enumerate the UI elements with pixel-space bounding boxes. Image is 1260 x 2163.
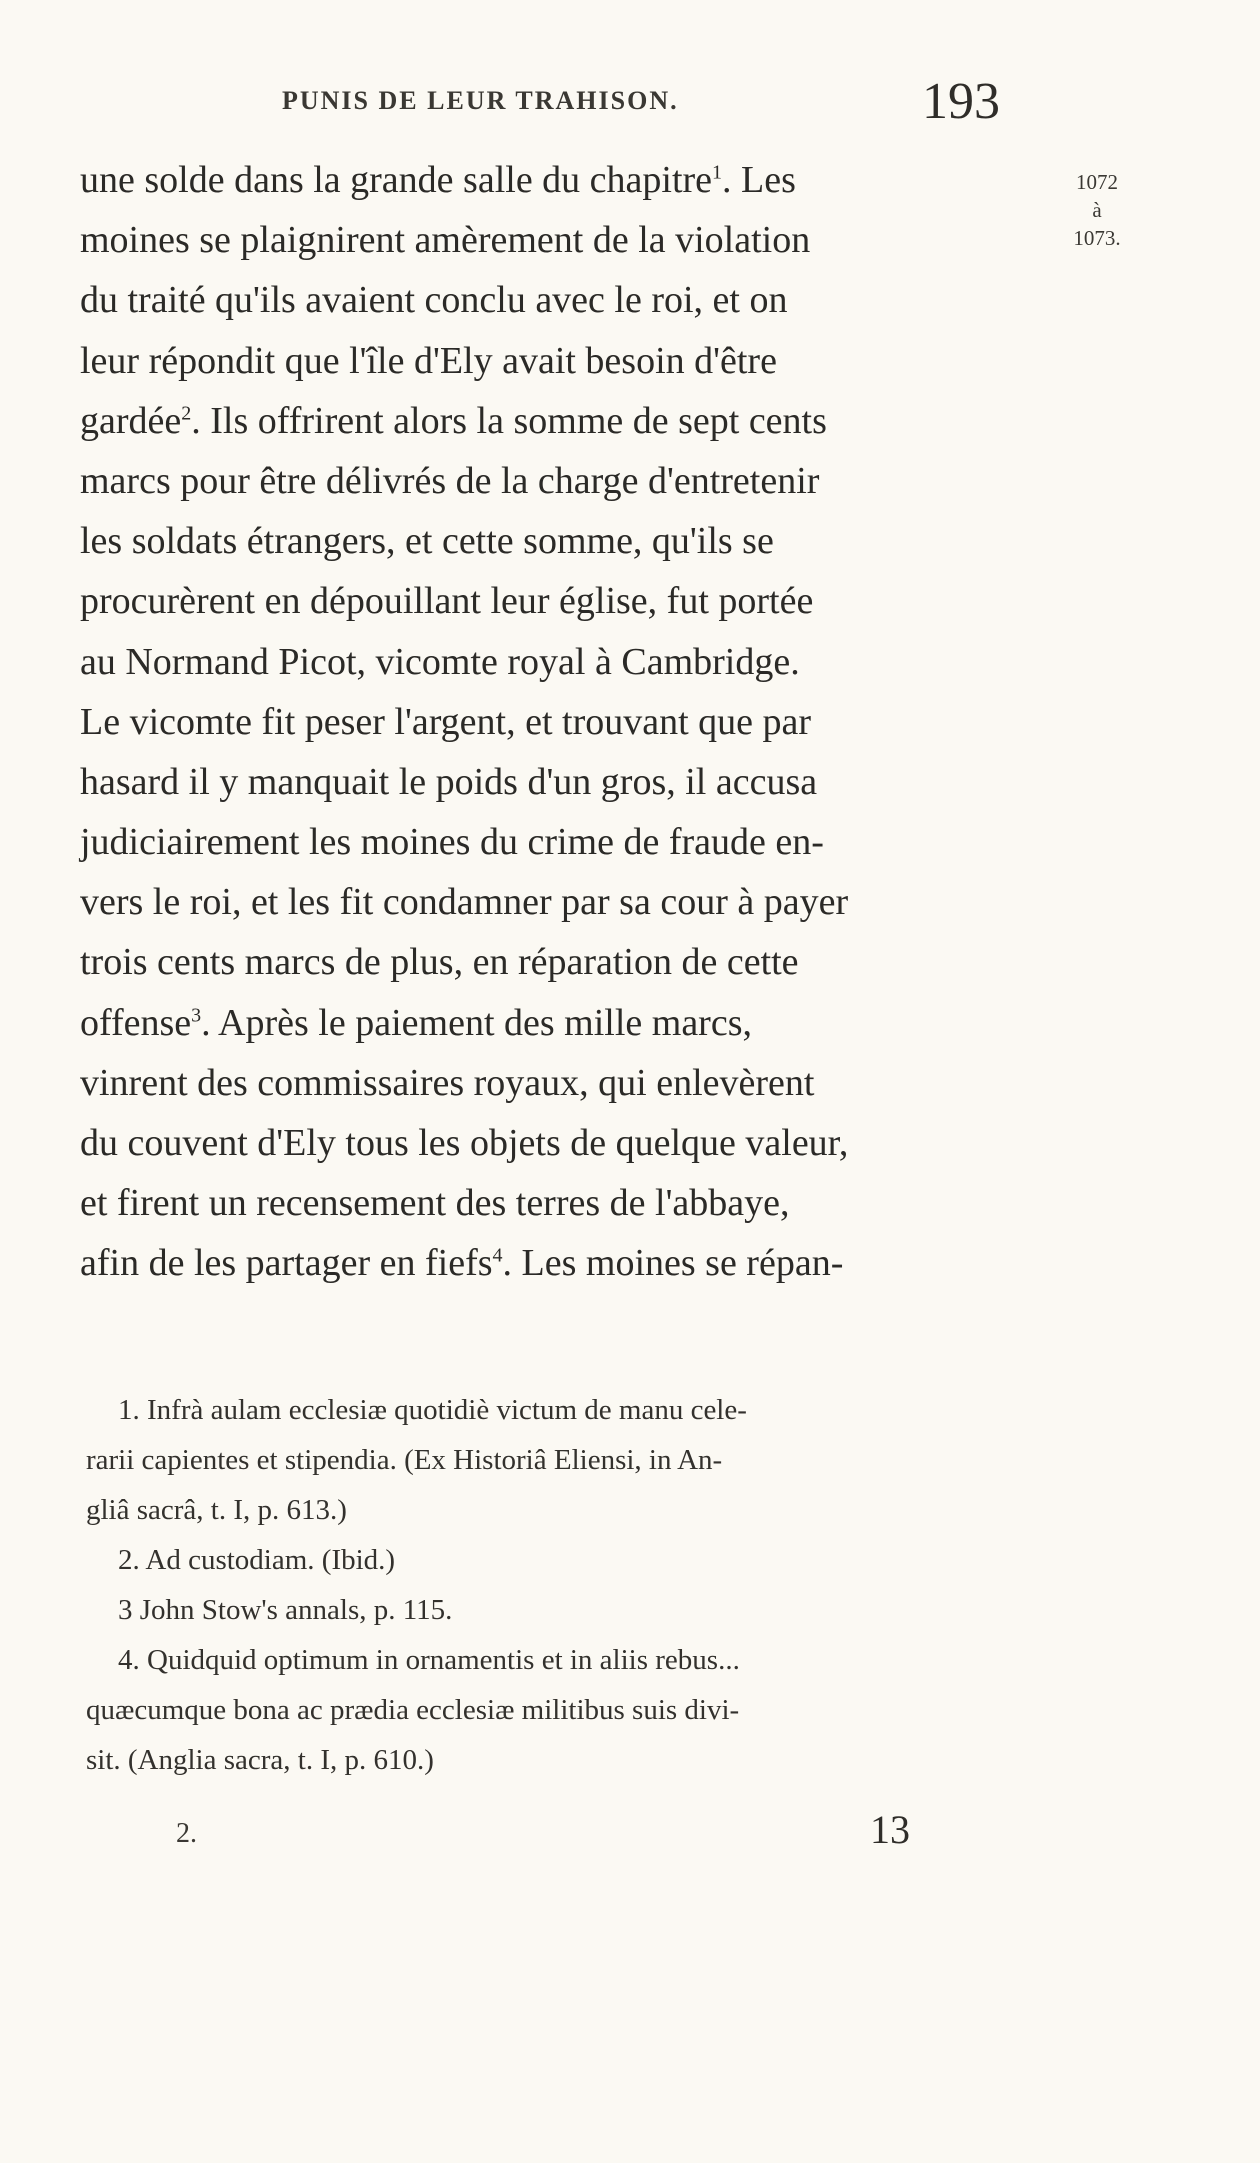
text-line: marcs pour être délivrés de la charge d'entretenir [80,459,820,502]
text-run: . Les moines se répan- [502,1242,844,1285]
text-line: vinrent des commissaires royaux, qui enlevèrent [80,1061,815,1104]
text-line: du traité qu'ils avaient conclu avec le roi, et on [80,279,788,322]
running-title: PUNIS DE LEUR TRAHISON. [282,86,679,115]
text-run: une solde dans la grande salle du chapitre [80,159,713,201]
footnote-reference: 3 [191,1003,202,1026]
footnote-reference: 1 [712,161,723,184]
sheet-number: 13 [870,1807,910,1852]
footnote-1-line: gliâ sacrâ, t. I, p. 613.) [86,1494,347,1526]
footnote-1-line: 1. Infrà aulam ecclesiæ quotidiè victum de manu cele- [118,1394,747,1426]
margin-date-end: 1073. [1073,226,1121,250]
running-head [0,73,1260,134]
footnote-4-line: sit. (Anglia sacra, t. I, p. 610.) [86,1744,434,1776]
text-run: gardée [80,399,182,442]
page-number: 193 [922,73,1000,130]
text-line: procurèrent en dépouillant leur église, fut portée [80,580,814,623]
text-run: . Ils offrirent alors la somme de sept cents [191,399,827,442]
main-text [80,150,1022,1294]
footnote-3-line: 3 John Stow's annals, p. 115. [118,1594,453,1626]
text-line: Le vicomte fit peser l'argent, et trouvant que par [80,700,812,743]
footnote-reference: 2 [181,402,192,425]
text-line: au Normand Picot, vicomte royal à Cambridge. [80,640,800,683]
margin-date [1042,168,1152,252]
text-line [80,993,1022,1053]
text-run: afin de les partager en fiefs [80,1242,493,1285]
text-line: les soldats étrangers, et cette somme, qu'ils se [80,520,774,563]
text-line: trois cents marcs de plus, en réparation de cette [80,941,799,984]
text-line: vers le roi, et les fit condamner par sa cour à payer [80,881,849,924]
text-run: offense [80,1001,192,1044]
text-line: du couvent d'Ely tous les objets de quelque valeur, [80,1122,849,1164]
signature-mark: 2. [176,1818,197,1849]
margin-date-separator: à [1092,198,1102,222]
footnotes [86,1385,1026,1785]
text-line: et firent un recensement des terres de l'abbaye, [80,1182,790,1225]
footnote-4-line: quæcumque bona ac prædia ecclesiæ militibus suis divi- [86,1694,740,1726]
text-line [80,1233,1022,1293]
footnote-2-line: 2. Ad custodiam. (Ibid.) [118,1544,396,1576]
text-line: hasard il y manquait le poids d'un gros, il accusa [80,760,818,803]
footnote-reference: 4 [492,1244,503,1267]
text-line: leur répondit que l'île d'Ely avait besoin d'être [80,339,777,382]
text-line [80,391,1022,451]
text-line: judiciairement les moines du crime de fraude en- [80,821,824,864]
text-run: . Les [722,159,796,201]
footnote-1-line: rarii capientes et stipendia. (Ex Historiâ Eliensi, in An- [86,1444,723,1476]
footnote-4-line: 4. Quidquid optimum in ornamentis et in aliis rebus... [118,1644,740,1676]
text-run: . Après le paiement des mille marcs, [201,1001,752,1044]
text-line: moines se plaignirent amèrement de la violation [80,219,811,262]
margin-date-start: 1072 [1076,170,1118,194]
text-line [80,150,1022,210]
